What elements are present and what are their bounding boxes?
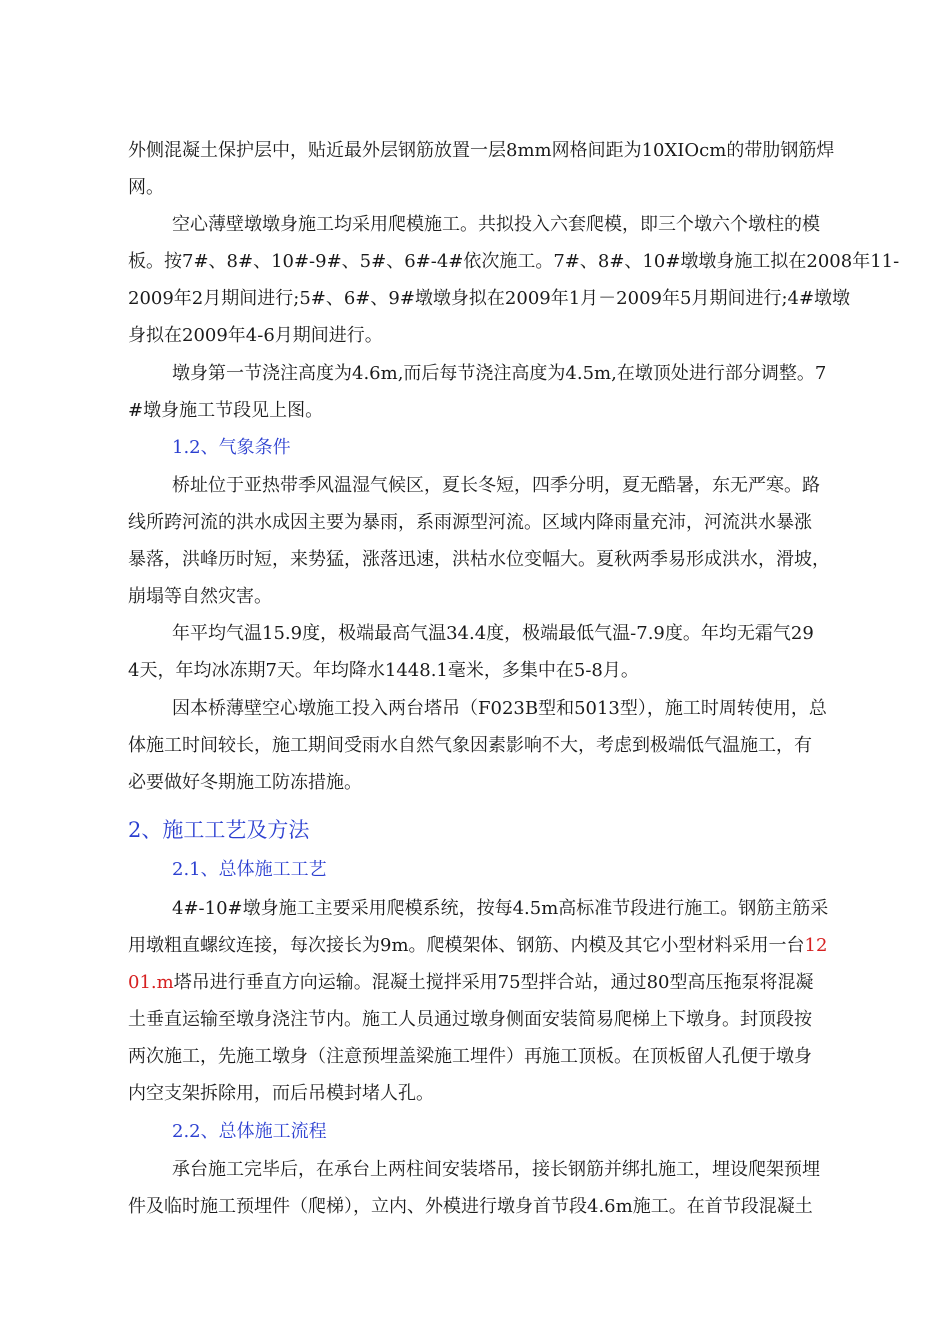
text-line: 暴落，洪峰历时短，来势猛，涨落迅速，洪枯水位变幅大。夏秋两季易形成洪水，滑坡， (128, 549, 830, 570)
paragraph-line: 桥址位于亚热带季风温湿气候区，夏长冬短，四季分明，夏无酷暑，东无严寒。路 (172, 475, 820, 496)
text-line: 必要做好冬期施工防冻措施。 (128, 772, 362, 793)
paragraph-line: 空心薄壁墩墩身施工均采用爬模施工。共拟投入六套爬模，即三个墩六个墩柱的模 (172, 214, 820, 235)
text-line (128, 970, 868, 996)
highlighted-text: 12 (804, 935, 828, 956)
text-line: 内空支架拆除用，而后吊模封堵人孔。 (128, 1083, 434, 1104)
text-line: 崩塌等自然灾害。 (128, 586, 272, 607)
text-span: 用墩粗直螺纹连接，每次接长为9m。爬模架体、钢筋、内模及其它小型材料采用一台 (128, 935, 805, 956)
text-line: 体施工时间较长，施工期间受雨水自然气象因素影响不大，考虑到极端低气温施工，有 (128, 735, 812, 756)
paragraph-line: 因本桥薄壁空心墩施工投入两台塔吊（F023B型和5013型），施工时周转使用，总 (172, 698, 827, 719)
text-line: 件及临时施工预埋件（爬梯），立内、外模进行墩身首节段4.6m施工。在首节段混凝土 (128, 1196, 813, 1217)
paragraph-line: 承台施工完毕后，在承台上两柱间安装塔吊，接长钢筋并绑扎施工，埋设爬架预埋 (172, 1159, 820, 1180)
section-heading-1-2: 1.2、气象条件 (172, 437, 291, 458)
paragraph-line: 4#-10#墩身施工主要采用爬模系统，按每4.5m高标准节段进行施工。钢筋主筋采 (172, 898, 829, 919)
text-line: 土垂直运输至墩身浇注节内。施工人员通过墩身侧面安装简易爬梯上下墩身。封顶段按 (128, 1009, 812, 1030)
text-span: 塔吊进行垂直方向运输。混凝土搅拌采用75型拌合站，通过80型高压拖泵将混凝 (173, 972, 814, 993)
text-line: 4天，年均冰冻期7天。年均降水1448.1毫米，多集中在5-8月。 (128, 660, 639, 681)
text-line: #墩身施工节段见上图。 (128, 400, 324, 421)
section-heading-2-2: 2.2、总体施工流程 (172, 1121, 327, 1142)
section-heading-2-1: 2.1、总体施工工艺 (172, 859, 327, 880)
text-line (128, 933, 868, 959)
text-line: 网。 (128, 177, 164, 198)
text-line: 两次施工，先施工墩身（注意预埋盖梁施工埋件）再施工顶板。在顶板留人孔便于墩身 (128, 1046, 812, 1067)
section-heading-2: 2、施工工艺及方法 (128, 818, 310, 842)
text-line: 外侧混凝土保护层中，贴近最外层钢筋放置一层8mm网格间距为10XIOcm的带肋钢筋焊 (128, 140, 835, 161)
paragraph-line: 年平均气温15.9度，极端最高气温34.4度，极端最低气温-7.9度。年均无霜气29 (172, 623, 814, 644)
text-line: 线所跨河流的洪水成因主要为暴雨，系雨源型河流。区域内降雨量充沛，河流洪水暴涨 (128, 512, 812, 533)
paragraph-line: 墩身第一节浇注高度为4.6m,而后每节浇注高度为4.5m,在墩顶处进行部分调整。7 (172, 363, 827, 384)
highlighted-text: 01.m (128, 972, 174, 993)
text-line: 2009年2月期间进行;5#、6#、9#墩墩身拟在2009年1月－2009年5月期间进行;4#墩墩 (128, 288, 851, 309)
text-line: 身拟在2009年4-6月期间进行。 (128, 325, 383, 346)
text-line: 板。按7#、8#、10#-9#、5#、6#-4#依次施工。7#、8#、10#墩墩身施工拟在2008年11- (128, 251, 900, 272)
